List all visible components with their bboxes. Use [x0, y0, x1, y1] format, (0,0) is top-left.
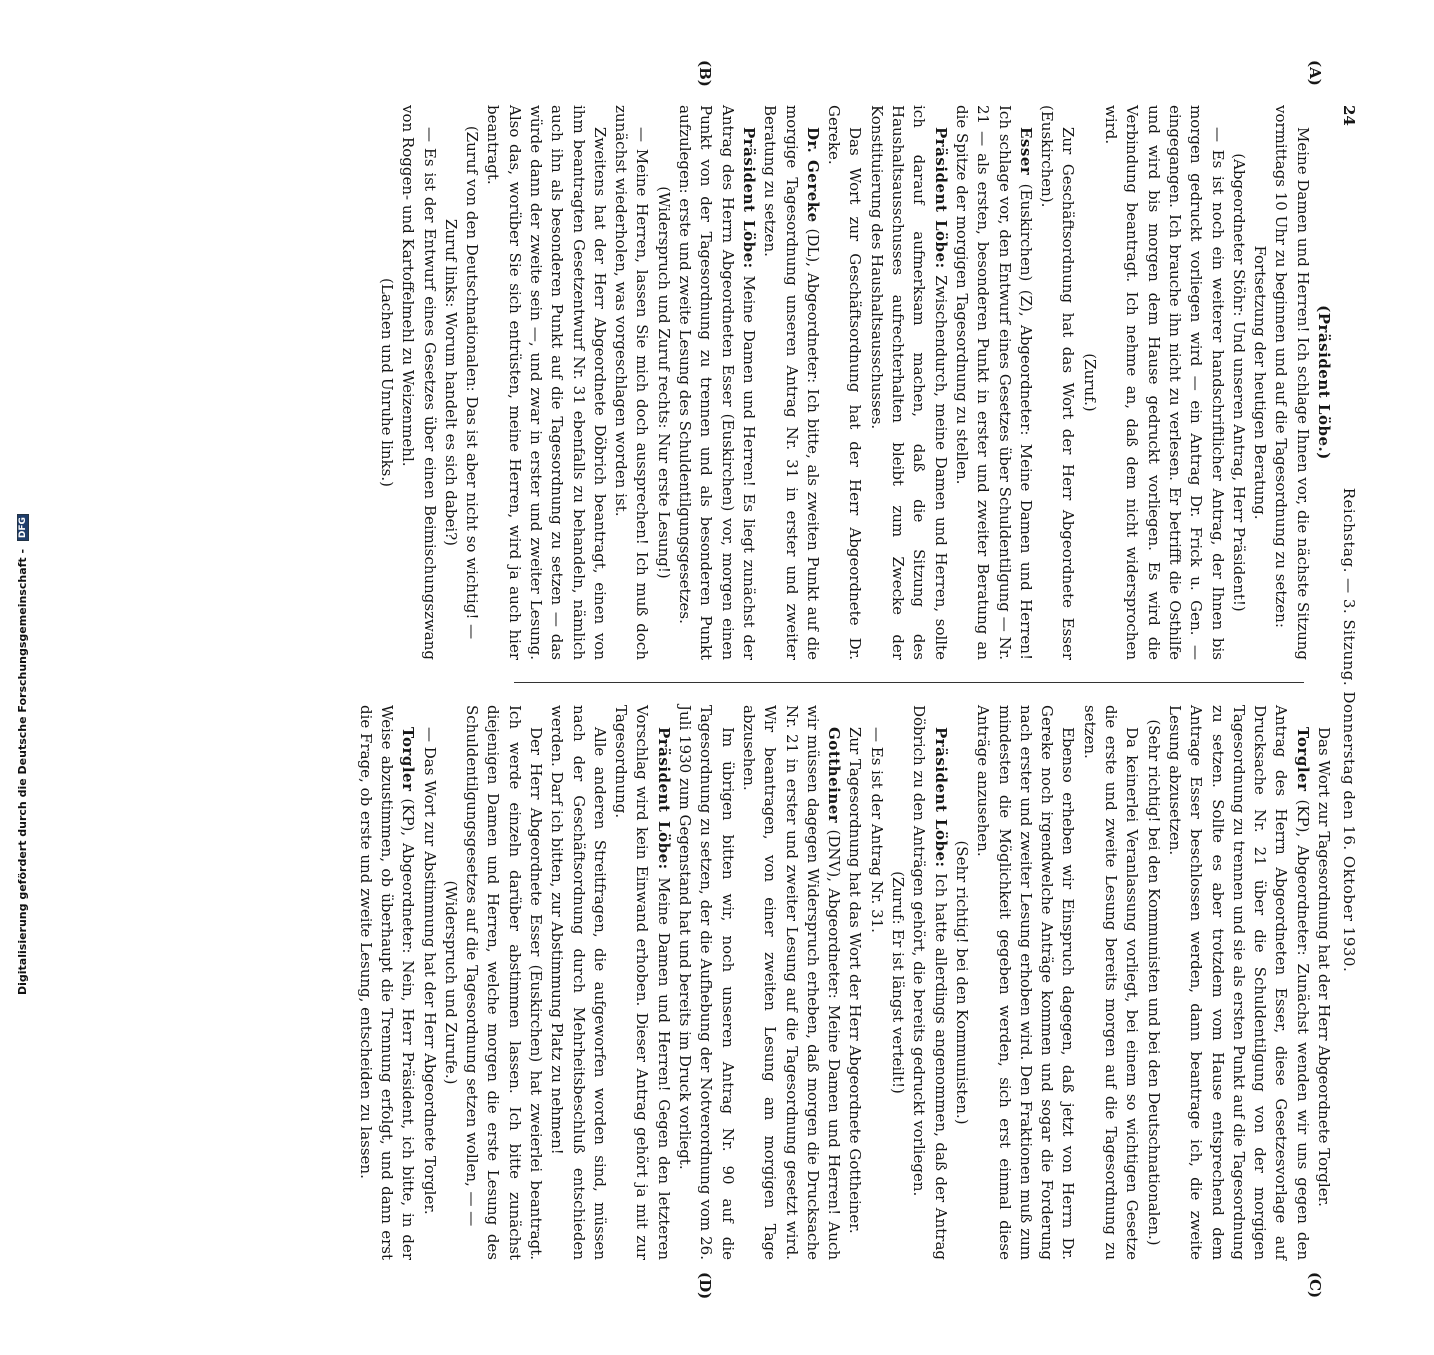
- body-paragraph: — Es ist der Entwurf eines Gesetzes über einen Beimischungszwang von Roggen- und Kartoffelmehl zu Weizenmehl.: [399, 105, 439, 660]
- speaker-name: Gottheiner: [825, 727, 844, 824]
- speaker-name: Präsident Löbe:: [931, 127, 950, 269]
- speaker-name: Torgler: [399, 727, 418, 792]
- footer-text: Digitalisierung gefördert durch die Deutsche Forschungsgemeinschaft -: [16, 548, 29, 995]
- page-header: [1334, 105, 1358, 1355]
- speech-paragraph: [1164, 705, 1313, 1260]
- margin-marker-b: (B): [696, 60, 714, 87]
- body-paragraph: Da keinerlei Veranlassung vorliegt, bei einem so wichtigen Gesetze die erste und zweite Lesung bereits morgen auf die Tagesordnung zu setzen.: [1080, 705, 1142, 1260]
- interjection: (Zuruf von den Deutschnationalen: Das ist aber nicht so wichtig! — Zuruf links: Worum handelt es sich dabei?): [441, 125, 482, 640]
- interjection: (Zuruf.): [1080, 353, 1099, 412]
- digitization-footer: [2, 0, 29, 1000]
- speaker-name: Dr. Gereke: [803, 127, 822, 223]
- interjection: (Lachen und Unruhe links.): [377, 278, 396, 487]
- dfg-logo-icon: DFG: [17, 514, 29, 541]
- page-number: 24: [1340, 105, 1358, 126]
- speech-text: (Euskirchen) (Z), Abgeordneter: Meine Damen und Herren! Ich schlage vor, den Entwurf eines Gesetzes über Schuldentilgung — Nr. 21 — als ersten, besonderen Punkt in erster und zweiter Beratung an die Spitze der morgigen Tagesordnung zu stellen.: [952, 105, 1035, 660]
- body-paragraph: — Es ist noch ein weiterer handschriftlicher Antrag, der Ihnen bis morgen gedruckt vorliegen wird — ein Antrag Dr. Frick u. Gen. — eingegangen. Ich brauche ihn nicht zu verlesen. Er betrifft die Osthilfe und wird bis morgen dem Hause gedruckt vorliegen. Es wird die Verbindung beantragt. Ich nehme an, daß dem nicht widersprochen wird.: [1102, 105, 1227, 660]
- body-paragraph: — Das Wort zur Abstimmung hat der Herr Abgeordnete Torgler.: [420, 727, 439, 1215]
- body-paragraph: Meine Damen und Herren! Ich schlage Ihnen vor, die nächste Sitzung vormittags 10 Uhr zu beginnen und auf die Tagesordnung zu setzen:: [1272, 105, 1312, 660]
- body-paragraph: Zur Tagesordnung hat das Wort der Herr Abgeordnete Gottheiner.: [846, 727, 865, 1234]
- speech-text: (DL), Abgeordneter: Ich bitte, als zweiten Punkt auf die morgige Tagesordnung unseren Antrag Nr. 31 in erster und zweiter Beratung zu setzen.: [761, 105, 822, 661]
- speech-text: Meine Damen und Herren! Gegen den letzteren Vorschlag wird kein Einwand erhoben. Dieser Antrag gehört ja mit zur Tagesordnung.: [612, 705, 673, 1260]
- interjection: (Zuruf: Er ist längst verteilt!): [889, 871, 908, 1094]
- speaker-heading: [1313, 105, 1334, 660]
- body-paragraph: Im übrigen bitten wir, noch unseren Antrag Nr. 90 auf die Tagesordnung zu setzen, der die Aufhebung der Notverordnung vom 26. Juli 1930 zum Gegenstand hat und bereits im Druck vorliegt.: [676, 705, 737, 1260]
- left-text-column: [377, 105, 1334, 661]
- body-paragraph: Ebenso erheben wir Einspruch dagegen, daß jetzt von Herrn Dr. Gereke noch irgendwelche Anträge kommen und sogar die Forderung nach erster und zweiter Lesung erhoben wird. Den Fraktionen muß zum mindesten die Möglichkeit gegeben werden, sich erst einmal diese Anträge anzusehen.: [974, 705, 1078, 1260]
- speech-text: Meine Damen und Herren! Es liegt zunächst der Antrag des Herrn Abgeordneten Esser (Euskirchen) vor, morgen einen Punkt von der Tagesordnung zu trennen und als besonderen Punkt aufzulegen: erste und zweite Lesung des Schuldentilgungsgesetzes.: [676, 105, 758, 660]
- footer-note: [16, 5, 29, 995]
- speech-paragraph: [738, 705, 844, 1260]
- body-paragraph: — Es ist der Antrag Nr. 31.: [867, 727, 886, 933]
- interjection: (Abgeordneter Stöhr: Und unseren Antrag, Herr Präsident!): [1229, 153, 1248, 612]
- right-text-column: [356, 705, 1334, 1260]
- column-divider: [514, 682, 1304, 683]
- speaker-name: Präsident Löbe:: [931, 727, 950, 868]
- speech-text: Ich hatte allerdings angenommen, daß der Antrag Döbrich zu den Anträgen gehört, die bereits gedruckt vorliegen.: [910, 705, 950, 1260]
- body-paragraph: Das Wort zur Tagesordnung hat der Herr Abgeordnete Torgler.: [1315, 727, 1333, 1207]
- interjection: (Sehr richtig! bei den Kommunisten und bei den Deutschnationalen.): [1144, 719, 1163, 1246]
- interjection: (Widerspruch und Zuruf rechts: Nur erste Lesung!): [654, 186, 673, 579]
- body-paragraph: Zweitens hat der Herr Abgeordnete Döbrich beantragt, einen von ihm beantragten Gesetzentwurf Nr. 31 ebenfalls zu behandeln, nämlich auch ihn als besonderen Punkt auf die Tagesordnung zu setzen — das würde dann der zweite sein —, und zwar in erster und zweiter Lesung. Also das, worüber Sie sich entrüsten, meine Herren, wird ja auch hier beantragt.: [484, 105, 609, 660]
- speech-paragraph: [865, 105, 950, 660]
- body-paragraph: Der Herr Abgeordnete Esser (Euskirchen) hat zweierlei beantragt. Ich werde einzeln darüber abstimmen lassen. Ich bitte zunächst diejenigen Damen und Herren, welche morgen die erste Lesung des Schuldentilgungsgesetzes auf die Tagesordnung setzen wollen, — —: [463, 705, 546, 1260]
- interjection: (Widerspruch und Zurufe.): [441, 880, 460, 1085]
- speech-paragraph: [674, 105, 759, 660]
- speaker-name: (Präsident Löbe.): [1315, 305, 1333, 460]
- speech-text: (KP), Abgeordneter: Nein, Herr Präsident, ich bitte, in der Weise abzustimmen, ob überhaupt die Trennung erfolgt, und dann erst die Frage, ob erste und zweite Lesung, entscheiden zu lassen.: [356, 705, 418, 1260]
- speaker-name: Präsident Löbe:: [654, 727, 673, 870]
- speaker-name: Esser: [1016, 127, 1035, 176]
- speech-text: (DNV), Abgeordneter: Meine Damen und Herren! Auch wir müssen dagegen Widerspruch erheben, daß morgen die Drucksache Nr. 21 in erster und zweiter Lesung auf die Tagesordnung gesetzt wird. Wir beantragen, von einer zweiten Lesung am morgigen Tage abzusehen.: [739, 705, 844, 1260]
- speech-paragraph: [951, 105, 1036, 660]
- speech-paragraph: [908, 705, 951, 1260]
- body-paragraph: Das Wort zur Geschäftsordnung hat der Herr Abgeordnete Dr. Gereke.: [825, 105, 865, 660]
- speech-paragraph: [759, 105, 823, 660]
- speech-paragraph: [354, 705, 418, 1260]
- speech-text: (KP), Abgeordneter: Zunächst wenden wir uns gegen den Antrag des Herrn Abgeordneten Esser, diese Gesetzesvorlage auf Drucksache Nr. 21 über die Schuldentilgung von der morgigen Tagesordnung zu trennen und sie als ersten Punkt auf die Tagesordnung zu setzen. Sollte es aber trotzdem vom Hause entsprechend dem Antrage Esser beschlossen werden, dann beantrage ich, die zweite Lesung abzusetzen.: [1165, 705, 1312, 1260]
- speaker-name: Torgler: [1293, 727, 1312, 792]
- speech-paragraph: [610, 705, 674, 1260]
- body-paragraph: — Meine Herren, lassen Sie mich doch aussprechen! Ich muß doch zunächst wiederholen, was vorgeschlagen worden ist.: [612, 105, 652, 660]
- body-paragraph: Zur Geschäftsordnung hat das Wort der Herr Abgeordnete Esser (Euskirchen).: [1038, 105, 1078, 660]
- speech-text: Zwischendurch, meine Damen und Herren, sollte ich darauf aufmerksam machen, daß die Sitzung des Haushaltsausschusses aufrechterhalten bleibt zum Zwecke der Konstituierung des Haushaltsausschusses.: [867, 105, 950, 660]
- margin-marker-d: (D): [696, 1272, 714, 1300]
- speaker-name: Präsident Löbe:: [739, 127, 758, 269]
- interjection: (Sehr richtig! bei den Kommunisten.): [952, 840, 971, 1125]
- interjection: Fortsetzung der heutigen Beratung.: [1251, 245, 1270, 520]
- body-paragraph: Alle anderen Streitfragen, die aufgeworfen worden sind, müssen nach der Geschäftsordnung durch Mehrheitsbeschluß entschieden werden. Darf ich bitten, zur Abstimmung Platz zu nehmen!: [548, 705, 609, 1260]
- margin-marker-a: (A): [1306, 60, 1324, 86]
- margin-marker-c: (C): [1306, 1272, 1324, 1299]
- running-head: Reichstag. — 3. Sitzung. Donnerstag den 16. Oktober 1930.: [1340, 487, 1358, 973]
